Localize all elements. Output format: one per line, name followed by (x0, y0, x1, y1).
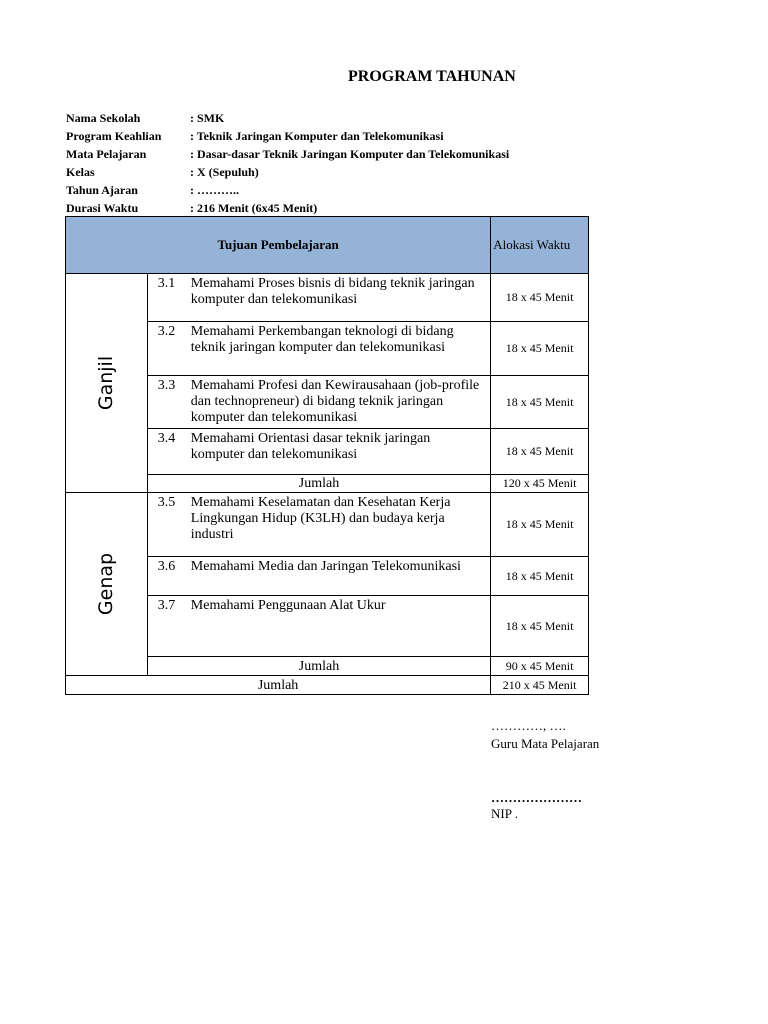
time-cell: 18 x 45 Menit (491, 596, 589, 657)
total-row (66, 676, 589, 695)
info-value: : 216 Menit (6x45 Menit) (190, 201, 318, 215)
objective-cell (147, 376, 490, 429)
info-block (66, 109, 509, 217)
info-label: Durasi Waktu (66, 201, 139, 215)
semester-genap-label: Genap (95, 552, 118, 616)
objective-text: Memahami Penggunaan Alat Ukur (190, 598, 386, 613)
objective-text: Memahami Orientasi dasar teknik jaringan komputer dan telekomunikasi (190, 431, 431, 462)
objective-cell (147, 493, 490, 557)
table-header-row (66, 217, 589, 274)
info-label: Kelas (66, 165, 95, 179)
objective-cell (147, 429, 490, 475)
page-title: PROGRAM TAHUNAN (348, 68, 516, 85)
objective-number: 3.3 (157, 378, 176, 393)
objective-number: 3.4 (157, 431, 176, 446)
table-row (66, 274, 589, 322)
objective-cell (147, 322, 490, 376)
genap-sum-label: Jumlah (147, 657, 490, 676)
signature-role: Guru Mata Pelajaran (491, 736, 600, 751)
objective-number: 3.6 (157, 559, 176, 574)
info-label: Program Keahlian (66, 129, 162, 143)
info-label: Nama Sekolah (66, 111, 141, 125)
signature-place-date: …………, …. (491, 718, 566, 733)
info-label: Tahun Ajaran (66, 183, 138, 197)
info-row (66, 199, 509, 217)
objective-number: 3.2 (157, 324, 176, 339)
ganjil-sum-time: 120 x 45 Menit (491, 475, 589, 493)
semester-genap-cell (66, 493, 148, 676)
program-table-wrapper (65, 216, 589, 696)
info-row (66, 181, 509, 199)
ganjil-sum-label: Jumlah (147, 475, 490, 493)
table-row (66, 493, 589, 557)
info-label: Mata Pelajaran (66, 147, 147, 161)
time-cell: 18 x 45 Menit (491, 429, 589, 475)
info-value: : Teknik Jaringan Komputer dan Telekomunikasi (190, 129, 444, 143)
objective-text: Memahami Proses bisnis di bidang teknik jaringan komputer dan telekomunikasi (190, 276, 475, 307)
objective-text: Memahami Profesi dan Kewirausahaan (job-profile dan technopreneur) di bidang teknik jaringan komputer dan telekomunikasi (190, 378, 480, 425)
info-row (66, 109, 509, 127)
info-row (66, 163, 509, 181)
info-value: : Dasar-dasar Teknik Jaringan Komputer dan Telekomunikasi (190, 147, 510, 161)
total-label: Jumlah (66, 676, 491, 695)
objective-text: Memahami Media dan Jaringan Telekomunikasi (190, 559, 461, 574)
genap-sum-time: 90 x 45 Menit (491, 657, 589, 676)
objective-number: 3.1 (157, 276, 176, 291)
time-cell: 18 x 45 Menit (491, 376, 589, 429)
semester-ganjil-cell (66, 274, 148, 493)
total-time: 210 x 45 Menit (491, 676, 589, 695)
info-value: : X (Sepuluh) (190, 165, 259, 179)
header-tujuan: Tujuan Pembelajaran (66, 217, 491, 274)
info-value: : ……….. (190, 183, 239, 197)
objective-number: 3.5 (157, 495, 176, 510)
info-row (66, 127, 509, 145)
objective-text: Memahami Keselamatan dan Kesehatan Kerja Lingkungan Hidup (K3LH) dan budaya kerja industri (190, 495, 451, 542)
time-cell: 18 x 45 Menit (491, 274, 589, 322)
objective-cell (147, 596, 490, 657)
objective-text: Memahami Perkembangan teknologi di bidang teknik jaringan komputer dan telekomunikasi (190, 324, 454, 355)
objective-number: 3.7 (157, 598, 176, 613)
time-cell: 18 x 45 Menit (491, 557, 589, 596)
program-table (65, 216, 589, 695)
info-row (66, 145, 509, 163)
objective-cell (147, 557, 490, 596)
signature-nip: NIP . (491, 806, 518, 821)
header-alokasi: Alokasi Waktu (491, 217, 589, 274)
time-cell: 18 x 45 Menit (491, 493, 589, 557)
time-cell: 18 x 45 Menit (491, 322, 589, 376)
objective-cell (147, 274, 490, 322)
signature-name: ………………… (491, 790, 582, 805)
info-value: : SMK (190, 111, 225, 125)
semester-ganjil-label: Ganjil (95, 355, 118, 411)
